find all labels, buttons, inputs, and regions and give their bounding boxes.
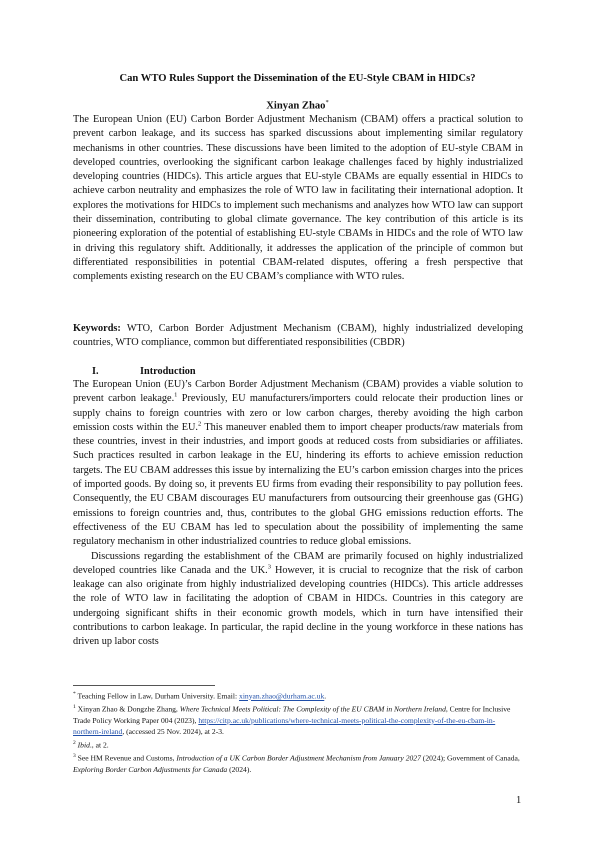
footnote-author — [73, 689, 523, 702]
keywords-text: WTO, Carbon Border Adjustment Mechanism (CBAM), highly industrialized developing countries, WTO compliance, common but differentiated responsibilities (CBDR) — [73, 323, 523, 349]
footnote-ref-2[interactable]: 2 — [198, 420, 202, 428]
footnote-3-mid: (2024); Government of Canada, — [420, 753, 520, 763]
footnote-3-title-1: Introduction of a UK Carbon Border Adjustment Mechanism from January 2027 — [176, 753, 421, 763]
footnote-marker-3: 3 — [73, 753, 76, 760]
footnote-3 — [73, 751, 523, 775]
paper-title: Can WTO Rules Support the Dissemination of the EU-Style CBAM in HIDCs? — [119, 73, 476, 84]
intro-p1-text-a: The European Union (EU)’s Carbon Border Adjustment Mechanism (CBAM) provides a viable solution to prevent carbon leakage. — [73, 379, 523, 405]
footnote-ref-1[interactable]: 1 — [174, 391, 178, 399]
footnote-2 — [73, 738, 523, 751]
footnote-star-text: Teaching Fellow in Law, Durham University. Email: — [75, 691, 240, 701]
footnote-3-post: (2024). — [227, 764, 252, 774]
intro-p2-text-a: Discussions regarding the establishment of the CBAM are primarily focused on highly industrialized developed countries like Canada and the UK. — [73, 550, 523, 576]
footnote-divider — [73, 685, 215, 686]
author-line — [0, 99, 595, 112]
footnote-1-url-link[interactable]: https://citp.ac.uk/publications/where-technical-meets-political-the-complexity-of-the-eu-cbam-in-northern-ireland — [73, 715, 496, 736]
author-name: Xinyan Zhao — [266, 100, 326, 112]
abstract: The European Union (EU) Carbon Border Adjustment Mechanism (CBAM) offers a practical solution to prevent carbon leakage, and its success has sparked discussions about implementing similar regulatory mechanisms in other countries. These discussions have been limited to the adoption of EU-style CBAM in developed countries, overlooking the significant carbon leakage challenges faced by highly industrialized developing countries (HIDCs). This article argues that EU-style CBAMs are equally essential in HIDCs to achieve carbon neutrality and emphasizes the role of WTO law in facilitating their international adoption. It explores the motivations for HIDCs to implement such mechanisms and analyzes how WTO law can support their dissemination, contributing to global climate governance. The key contribution of this article is its pioneering exploration of the potential of establishing EU-style CBAMs in HIDCs and the role of WTO law in driving this regulatory shift. Additionally, it addresses the application of the principle of common but differentiated responsibilities in potential CBAM-related disputes, offering a fresh perspective that complements existing research on the EU CBAM’s compliance with WTO rules. — [73, 114, 523, 283]
author-footnote-marker: * — [325, 99, 329, 106]
keywords — [73, 322, 523, 351]
intro-p1-text-b: Previously, EU manufacturers/importers could relocate their production lines or supply chains to foreign countries with zero or low carbon charges, thereby avoiding the high carbon emission costs within the EU. — [73, 393, 523, 433]
footnote-marker-2: 2 — [73, 739, 76, 746]
footnote-3-pre: See HM Revenue and Customs, — [75, 753, 177, 763]
footnote-marker-1: 1 — [73, 704, 76, 711]
footnote-1-authors: Xinyan Zhao & Dongzhe Zhang, — [75, 704, 180, 714]
footnote-1-title: Where Technical Meets Political: The Complexity of the EU CBAM in Northern Ireland — [179, 704, 446, 714]
footnote-2-ibid: Ibid — [77, 740, 90, 750]
page-number: 1 — [516, 795, 522, 806]
footnotes — [73, 689, 523, 775]
footnote-1-accessed: , (accessed 25 Nov. 2024), at 2-3. — [122, 726, 224, 736]
author-email-link[interactable]: xinyan.zhao@durham.ac.uk — [239, 691, 325, 701]
section-title: Introduction — [140, 366, 196, 377]
footnote-1-source: , Centre for Inclusive Trade Policy Working Paper 004 (2023), — [73, 704, 511, 725]
footnote-marker-star: * — [73, 691, 76, 697]
intro-paragraph-2 — [73, 550, 523, 650]
footnote-2-text: ., at 2. — [89, 740, 109, 750]
intro-paragraph-1 — [73, 378, 523, 550]
section-number: I. — [92, 366, 99, 377]
intro-p1-text-c: This maneuver enabled them to import cheaper products/raw materials from these countries, invest in their industries, and import goods at reduced costs from subsidiaries or affiliates. Such practices resulted in carbon leakage in the EU, hindering its efforts to achieve emission reduction targets. The EU CBAM addresses this issue by internalizing the EU’s carbon emission charges into the prices of imported goods. By doing so, it prevents EU firms from evading their responsibility to pay pollution fees. Consequently, the EU CBAM discourages EU manufacturers from outsourcing their greenhouse gas (GHG) emissions to foreign countries and, thus, contributes to the global GHG emissions reduction efforts. The effectiveness of the EU CBAM has led to speculation about the possibility of implementing the same regulatory mechanism in other industrialized countries to reduce global emissions. — [73, 421, 523, 548]
introduction-body — [73, 378, 523, 650]
footnote-1 — [73, 702, 523, 737]
footnote-ref-3[interactable]: 3 — [267, 563, 271, 571]
section-heading — [92, 366, 196, 377]
intro-p2-text-b: However, it is crucial to recognize that the risk of carbon leakage can also originate from highly industrialized developing countries (HIDCs). This article addresses the role of WTO law in facilitating the adoption of CBAM in HIDCs. Countries in this category are undergoing significant shifts in their economic growth models, which in turn have intensified their contributions to carbon leakage. In particular, the rapid decline in the young workforce in these nations has driven up labor costs — [73, 564, 523, 648]
keywords-label: Keywords: — [73, 323, 121, 334]
footnote-star-end: . — [324, 691, 327, 701]
footnote-3-title-2: Exploring Border Carbon Adjustments for Canada — [73, 764, 228, 774]
